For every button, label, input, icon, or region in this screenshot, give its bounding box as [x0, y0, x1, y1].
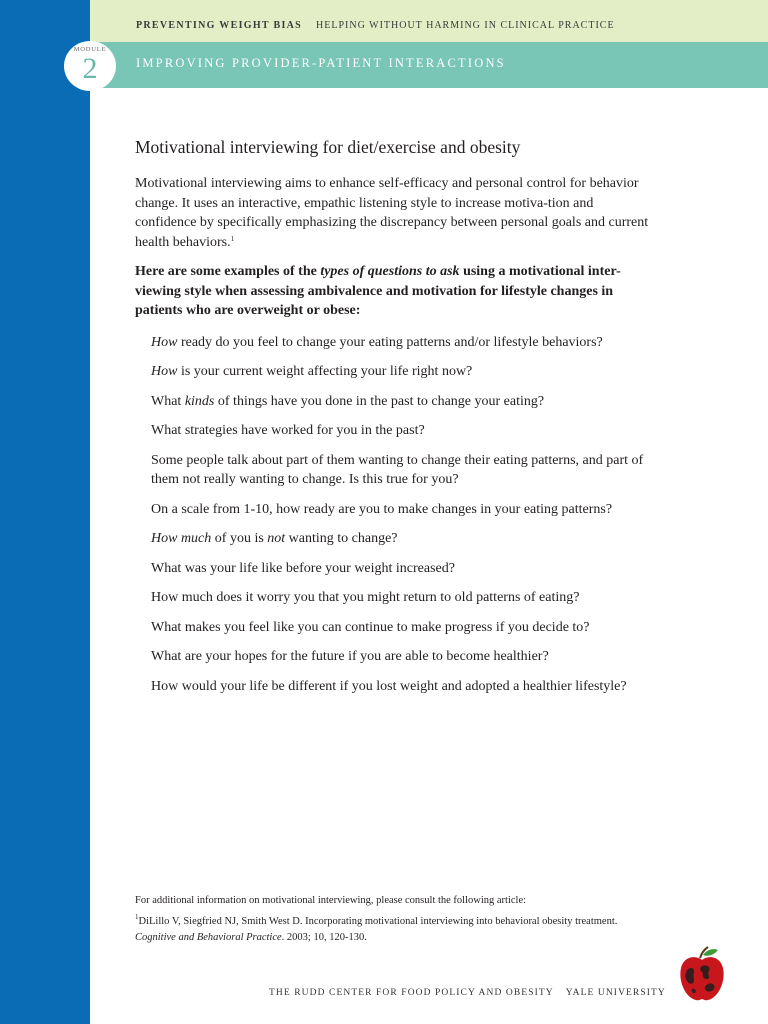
- page-footer: [269, 988, 666, 998]
- module-title: IMPROVING PROVIDER-PATIENT INTERACTIONS: [136, 56, 506, 70]
- question-em2: not: [267, 531, 286, 546]
- footnote-note: For additional information on motivational interviewing, please consult the following article:: [135, 895, 527, 906]
- module-label: MODULE: [73, 46, 107, 53]
- lead-before: Here are some examples of the: [135, 264, 321, 279]
- question-item: [151, 451, 655, 490]
- question-mid: of you is: [211, 531, 268, 546]
- question-rest: is your current weight affecting your life right now?: [177, 364, 473, 379]
- question-item: [151, 647, 655, 667]
- reference-journal: Cognitive and Behavioral Practice: [135, 932, 282, 943]
- question-item: [151, 588, 655, 608]
- lead-emphasis: types of questions to ask: [320, 264, 460, 279]
- intro-citation: 1: [230, 234, 235, 243]
- lead-after: using a motivational inter-viewing style when assessing ambivalence and motivation for lifestyle changes in patients who are overweight or obese:: [135, 264, 621, 318]
- question-rest: How would your life be different if you lost weight and adopted a healthier lifestyle?: [151, 678, 627, 694]
- question-em: How much: [151, 531, 212, 546]
- question-item: [151, 421, 655, 441]
- footer-university: YALE UNIVERSITY: [565, 988, 666, 998]
- question-item: [151, 500, 655, 520]
- question-rest: wanting to change?: [285, 531, 398, 546]
- footnote-number: 1: [135, 913, 139, 921]
- series-title: PREVENTING WEIGHT BIAS: [136, 20, 303, 31]
- question-item: [151, 333, 655, 353]
- question-item: [151, 677, 655, 697]
- left-accent-bar: [0, 0, 90, 1024]
- footnotes: [135, 893, 675, 946]
- question-rest: What was your life like before your weight increased?: [151, 560, 455, 576]
- question-list: [135, 333, 655, 697]
- question-rest: Some people talk about part of them wanting to change their eating patterns, and part of them not really wanting to change. Is this true for you?: [151, 452, 644, 487]
- question-rest: What makes you feel like you can continue to make progress if you decide to?: [151, 619, 590, 635]
- question-rest: ready do you feel to change your eating patterns and/or lifestyle behaviors?: [177, 334, 603, 350]
- question-item: [151, 618, 655, 638]
- footnote-reference: [135, 914, 675, 946]
- question-item: [151, 362, 655, 382]
- intro-text: Motivational interviewing aims to enhance self-efficacy and personal control for behavior change. It uses an interactive, empathic listening style to increase motiva-tion and confidence by specifically emphasizing the discrepancy between personal goals and current health behaviors.: [135, 176, 649, 250]
- question-item: [151, 529, 655, 549]
- apple-globe-icon: [678, 946, 726, 1002]
- question-item: [151, 559, 655, 579]
- running-header: [136, 20, 615, 31]
- lead-paragraph: [135, 262, 655, 321]
- main-content: [135, 136, 655, 706]
- question-rest: What strategies have worked for you in the past?: [151, 423, 425, 438]
- question-rest: What are your hopes for the future if you are able to become healthier?: [151, 649, 549, 664]
- question-em: How: [151, 364, 178, 379]
- question-em: How: [151, 334, 178, 350]
- footer-organization: THE RUDD CENTER FOR FOOD POLICY AND OBESITY: [269, 988, 554, 998]
- question-item: [151, 392, 655, 412]
- question-pre: What: [151, 393, 185, 409]
- question-rest: How much does it worry you that you might return to old patterns of eating?: [151, 590, 580, 605]
- question-rest: On a scale from 1-10, how ready are you to make changes in your eating patterns?: [151, 501, 613, 517]
- reference-tail: . 2003; 10, 120-130.: [281, 932, 367, 943]
- series-subtitle: HELPING WITHOUT HARMING IN CLINICAL PRACTICE: [316, 20, 615, 31]
- section-title: Motivational interviewing for diet/exercise and obesity: [135, 137, 521, 157]
- intro-paragraph: [135, 174, 655, 252]
- module-number: 2: [82, 52, 98, 85]
- question-rest: of things have you done in the past to change your eating?: [214, 393, 545, 409]
- question-em: kinds: [184, 393, 215, 409]
- reference-text: DiLillo V, Siegfried NJ, Smith West D. Incorporating motivational interviewing into behavioral obesity treatment.: [138, 916, 618, 927]
